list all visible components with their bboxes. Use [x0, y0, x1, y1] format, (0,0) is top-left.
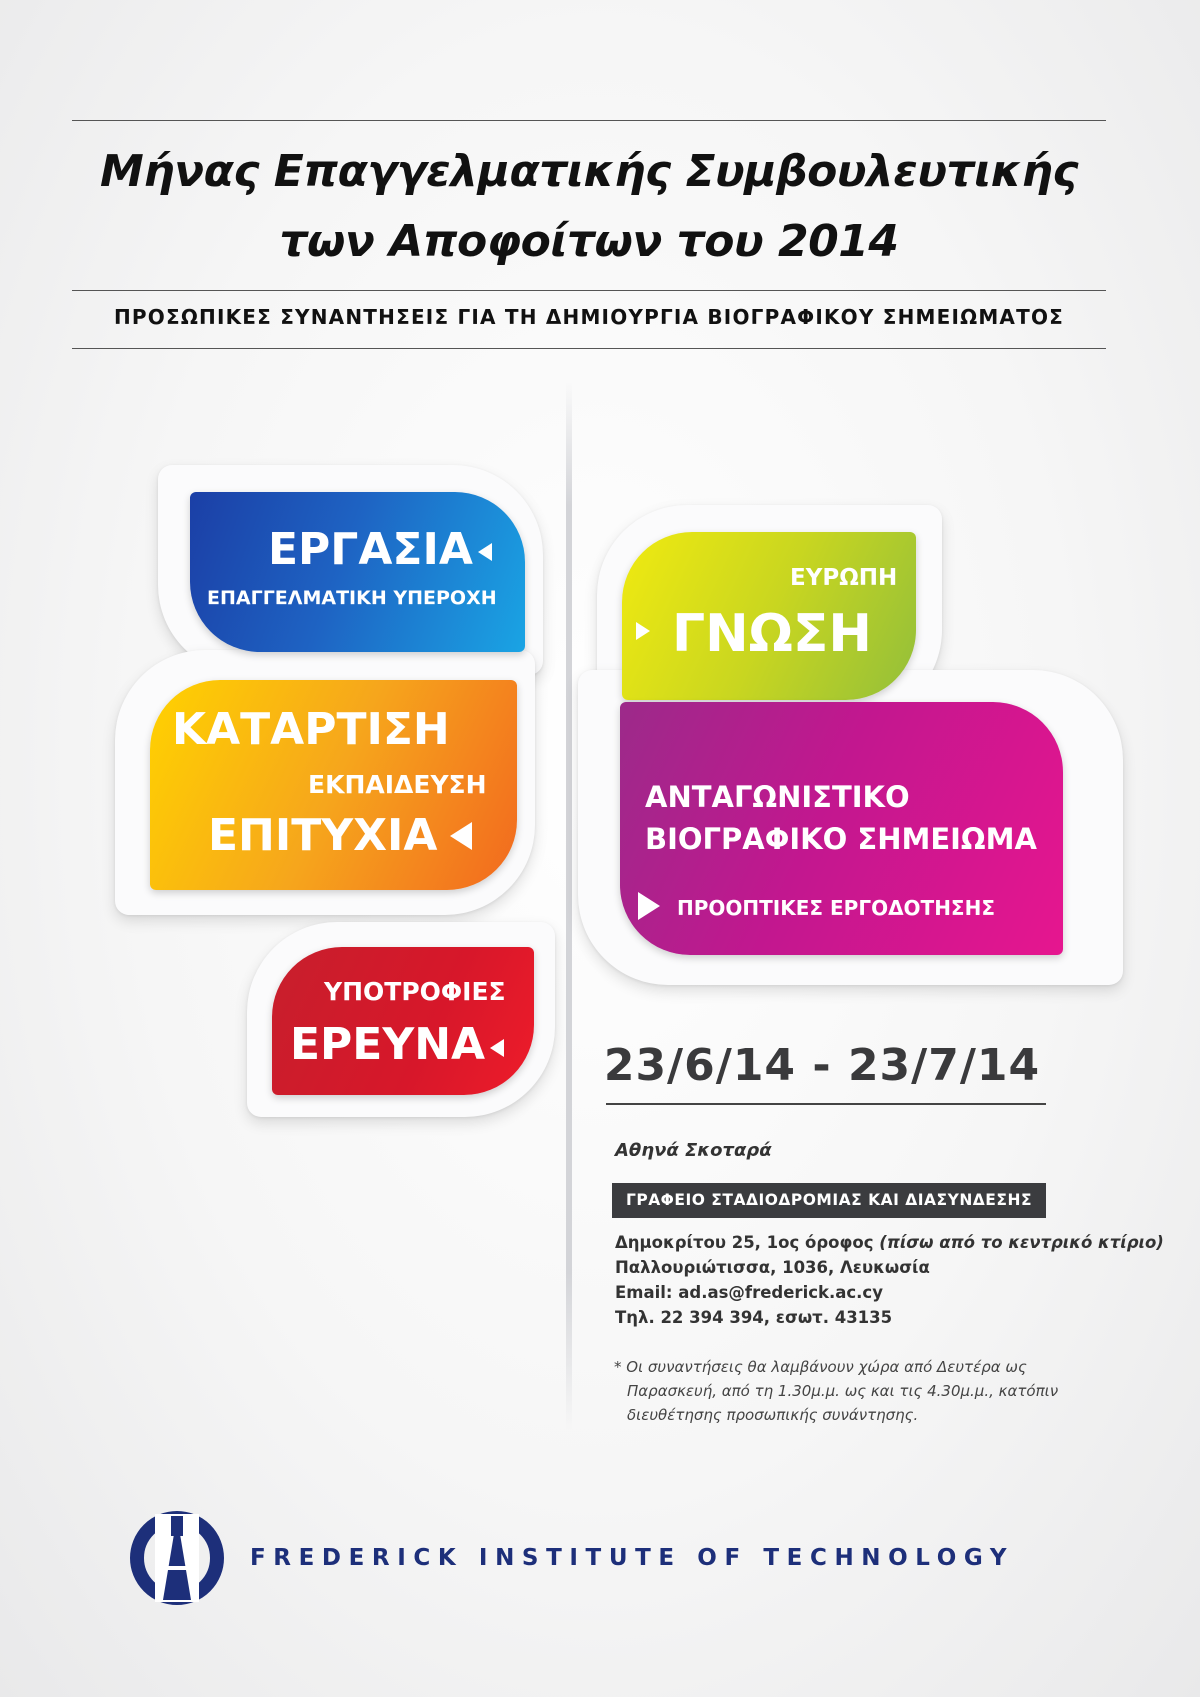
- card-ereuna-title: ΕΡΕΥΝΑ: [290, 1019, 486, 1070]
- address-line-1: [615, 1233, 1164, 1252]
- contact-person: Αθηνά Σκοταρά: [615, 1140, 772, 1161]
- footnote-line-2: Παρασκευή, από τη 1.30μ.μ. ως και τις 4.30μ.μ., κατόπιν: [627, 1382, 1059, 1400]
- arrow-right-icon: [638, 892, 660, 924]
- middle-rule: [72, 290, 1106, 291]
- card-viografiko-line2: ΒΙΟΓΡΑΦΙΚΟ ΣΗΜΕΙΩΜΑ: [645, 822, 1037, 856]
- footnote-line-1: * Οι συναντήσεις θα λαμβάνουν χώρα από Δευτέρα ως: [614, 1358, 1027, 1376]
- subtitle-rule: [72, 348, 1106, 349]
- card-ereuna-subtitle: ΥΠΟΤΡΟΦΙΕΣ: [324, 977, 506, 1006]
- frederick-logo-icon: [127, 1508, 227, 1608]
- card-ergasia: [190, 492, 525, 652]
- card-gnosi: [622, 532, 916, 700]
- arrow-left-icon: [478, 543, 492, 565]
- arrow-left-icon: [450, 822, 472, 854]
- address-note: (πίσω από το κεντρικό κτίριο): [879, 1233, 1164, 1252]
- brand-name: FREDERICK INSTITUTE OF TECHNOLOGY: [250, 1545, 1015, 1571]
- title-line-2: των Αποφοίτων του 2014: [279, 216, 899, 267]
- arrow-left-icon: [490, 1039, 504, 1061]
- card-gnosi-title: ΓΝΩΣΗ: [672, 604, 872, 664]
- card-katartisi-line1: ΚΑΤΑΡΤΙΣΗ: [172, 704, 450, 755]
- footnote-line-3: διευθέτησης προσωπικής συνάντησης.: [627, 1406, 919, 1424]
- title-line-1: Μήνας Επαγγελματικής Συμβουλευτικής: [100, 146, 1078, 197]
- subtitle: ΠΡΟΣΩΠΙΚΕΣ ΣΥΝΑΝΤΗΣΕΙΣ ΓΙΑ ΤΗ ΔΗΜΙΟΥΡΓΙΑ ΒΙΟΓΡΑΦΙΚΟΥ ΣΗΜΕΙΩΜΑΤΟΣ: [113, 305, 1065, 329]
- top-rule: [72, 120, 1106, 121]
- event-dates: 23/6/14 - 23/7/14: [603, 1040, 1041, 1091]
- card-ergasia-subtitle: ΕΠΑΓΓΕΛΜΑΤΙΚΗ ΥΠΕΡΟΧΗ: [207, 587, 497, 609]
- arrow-right-icon: [636, 622, 650, 644]
- card-katartisi-line2: ΕΚΠΑΙΔΕΥΣΗ: [308, 770, 487, 799]
- card-gnosi-subtitle: ΕΥΡΩΠΗ: [790, 565, 898, 591]
- card-viografiko-line1: ΑΝΤΑΓΩΝΙΣΤΙΚΟ: [645, 780, 910, 814]
- card-katartisi: [150, 680, 517, 890]
- email-line[interactable]: Email: ad.as@frederick.ac.cy: [615, 1283, 883, 1302]
- phone-line: Τηλ. 22 394 394, εσωτ. 43135: [615, 1308, 893, 1327]
- address-street: Δημοκρίτου 25, 1ος όροφος: [615, 1233, 874, 1252]
- card-ereuna: [272, 947, 534, 1095]
- address-line-2: Παλλουριώτισσα, 1036, Λευκωσία: [615, 1258, 930, 1277]
- card-viografiko-line3: ΠΡΟΟΠΤΙΚΕΣ ΕΡΓΟΔΟΤΗΣΗΣ: [677, 896, 995, 920]
- dates-rule: [606, 1103, 1046, 1105]
- card-katartisi-line3: ΕΠΙΤΥΧΙΑ: [208, 810, 438, 861]
- office-label: ΓΡΑΦΕΙΟ ΣΤΑΔΙΟΔΡΟΜΙΑΣ ΚΑΙ ΔΙΑΣΥΝΔΕΣΗΣ: [612, 1183, 1046, 1218]
- footnote: [614, 1355, 1134, 1427]
- card-ergasia-title: ΕΡΓΑΣΙΑ: [268, 524, 473, 575]
- tree-stem: [566, 380, 572, 1430]
- card-viografiko: [620, 702, 1063, 955]
